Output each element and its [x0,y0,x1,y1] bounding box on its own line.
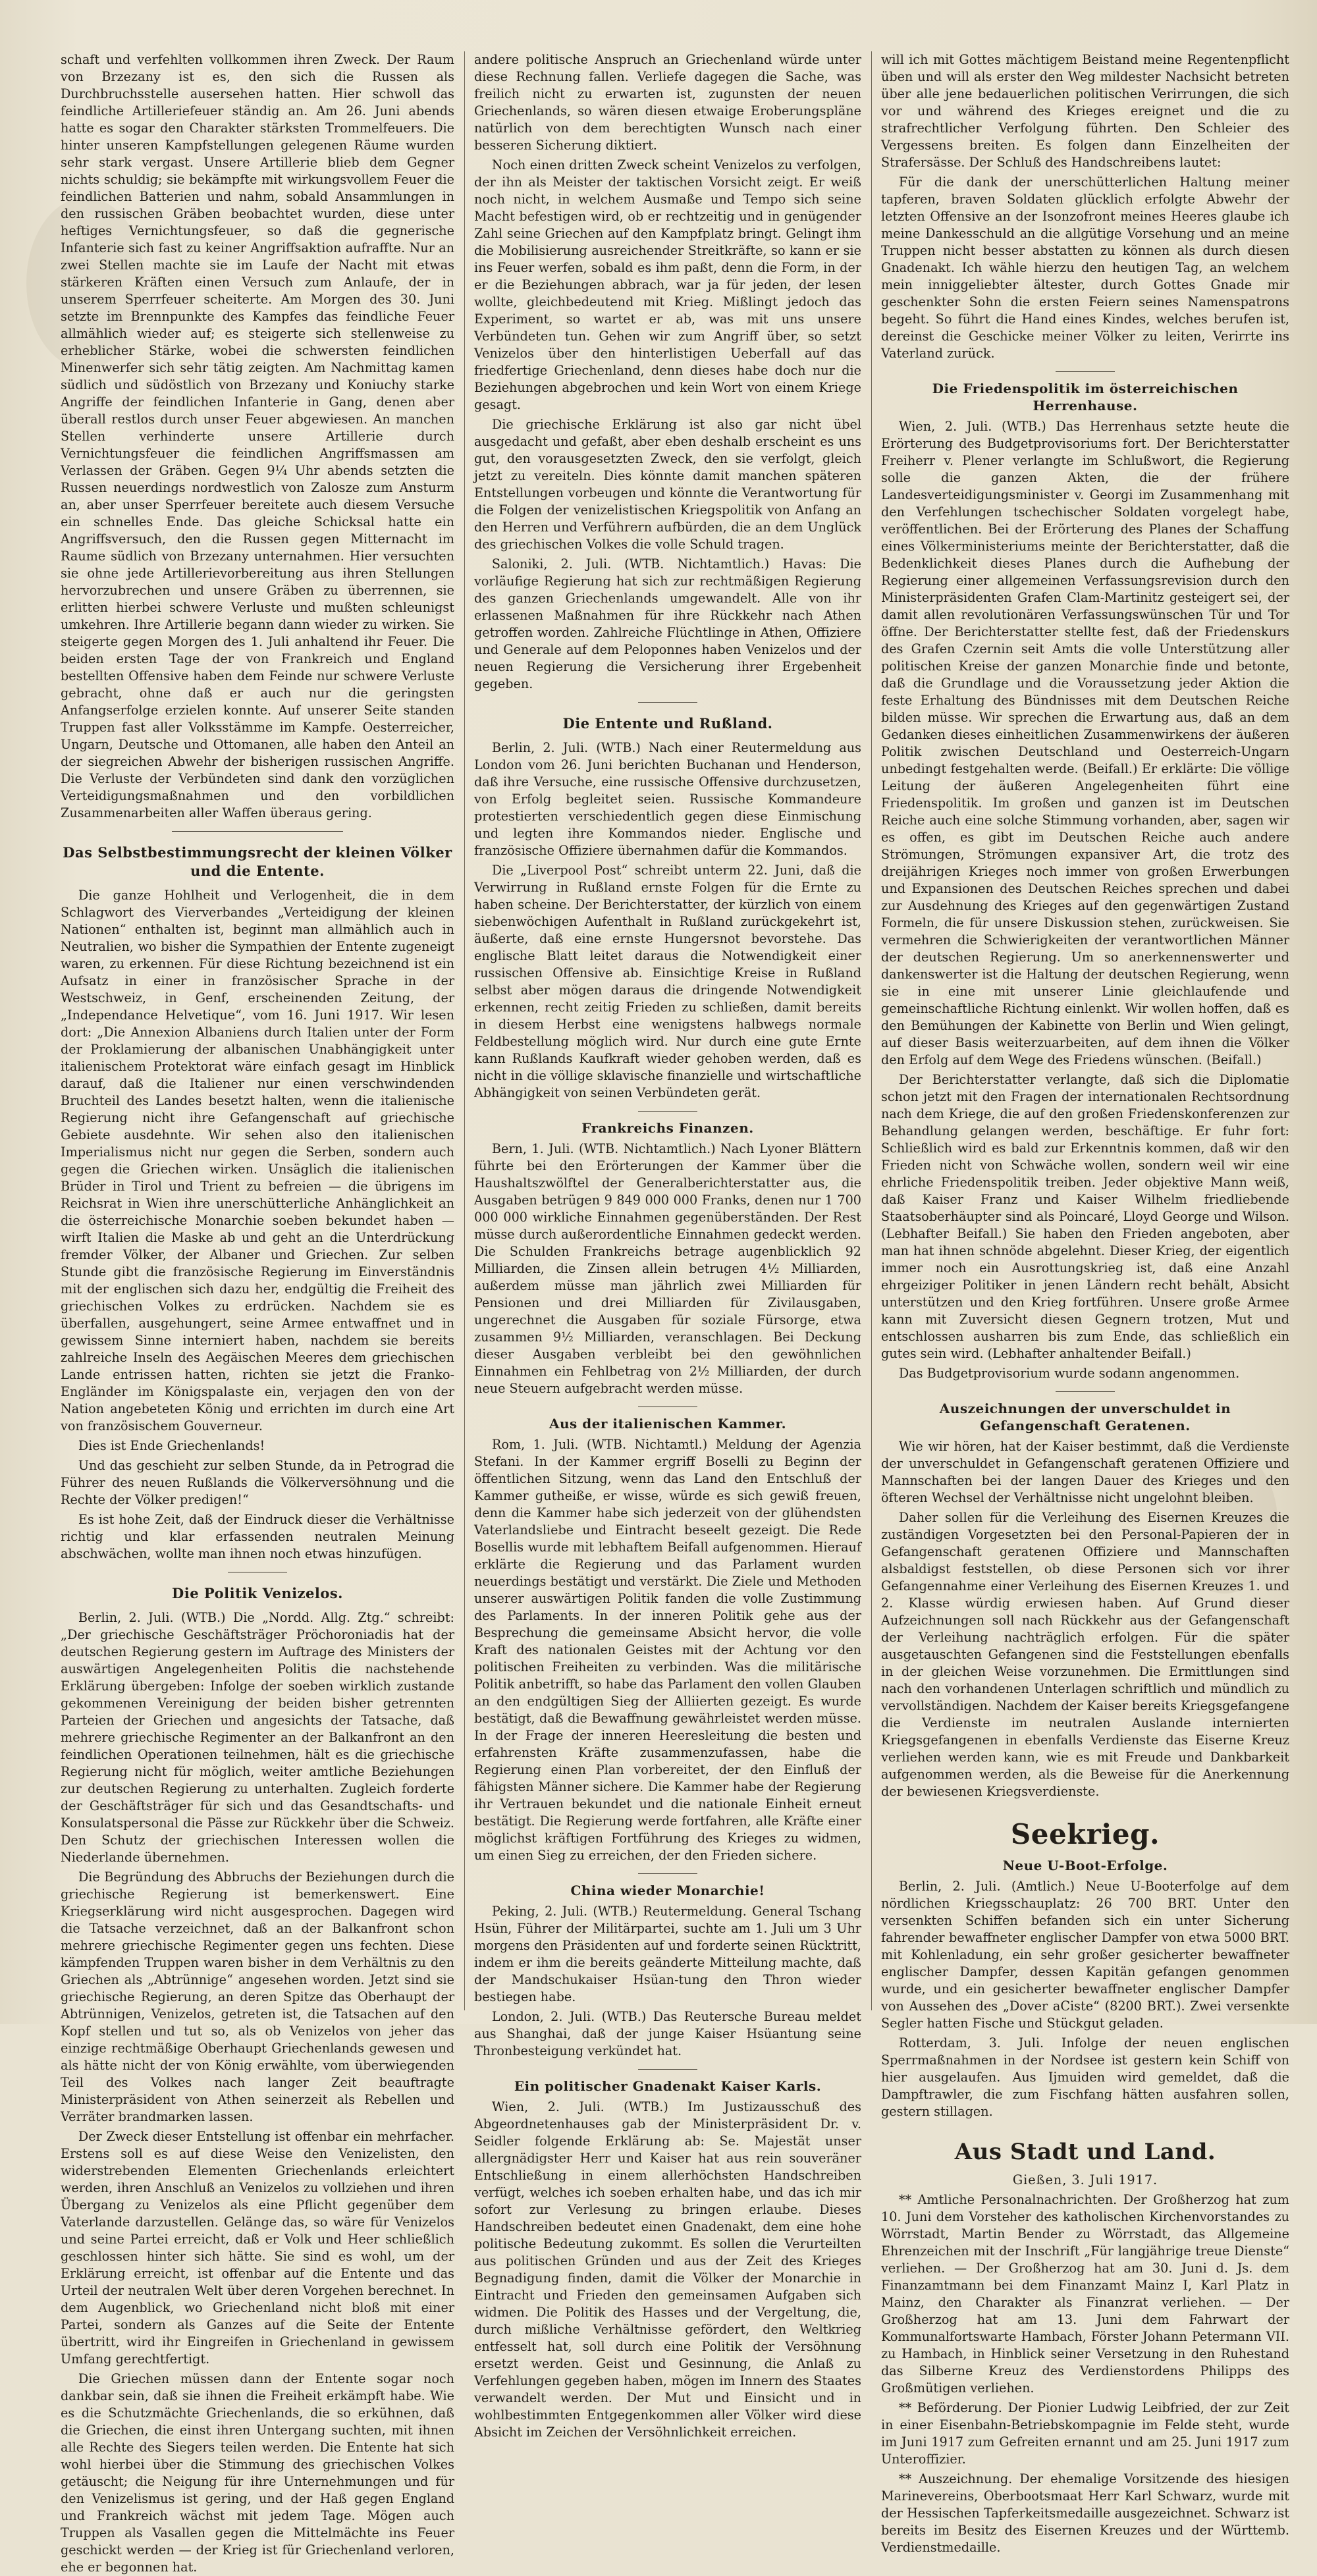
headline-friedenspolitik-herrenhaus: Die Friedenspolitik im österreichischen Herrenhause. [932,381,1239,414]
headline-china-monarchie: China wieder Monarchie! [570,1883,765,1898]
article-paragraph: schaft und verfehlten vollkommen ihren Zweck. Der Raum von Brzezany ist es, den sich die Russen als Durchbruchsstelle ausersehen hatten. Hier schwoll das feindliche Artilleriefeuer ständig an. Am 26. Juni abends hatte es sogar den Charakter stärksten Trommelfeuers. Die hinter unseren Kampfstellungen gelegenen Räume wurden sehr stark vergast. Unsere Artillerie blieb dem Gegner nichts schuldig; sie bekämpfte mit wirkungsvollem Feuer die feindlichen Batterien und nahm, sobald Ansammlungen in den russischen Gräben beobachtet wurden, diese unter heftiges Vernichtungsfeuer, so daß die gegnerische Infanterie sich fast zu keiner Angriffsaktion aufraffte. Nur an zwei Stellen machte sie im Laufe der Nacht mit etwas stärkeren Kräften einen Versuch zum Anlaufe, der in unserem Sperrfeuer scheiterte. Am Morgen des 30. Juni setzte im Brennpunkte des Kampfes das feindliche Feuer allmählich wieder auf; es steigerte sich stellenweise zu erheblicher Stärke, wobei die schwersten feindlichen Minenwerfer sich sehr tätig zeigten. Am Nachmittag kamen südlich und südöstlich von Brzezany und Koniuchy starke Angriffe der feindlichen Infanterie in Gang, denen aber überall restlos durch unser Feuer abgewiesen. An manchen Stellen verhinderte unsere Artillerie durch Vernichtungsfeuer die feindlichen Angriffsmassen am Verlassen der Gräben. Gegen 9¼ Uhr abends setzten die Russen neuerdings nordwestlich von Zalosze zum Ansturm an, aber unser Sperrfeuer bereitete auch diesem Versuche ein schnelles Ende. Das gleiche Schicksal hatte ein Angriffsversuch, den die Russen gegen Mitternacht im Raume südlich von Brzezany unternahmen. Hier versuchten sie ohne jede Artillerievorbereitung aus ihren Stellungen hervorzubrechen und unsere Gräben zu überrennen, sie erlitten hierbei schwere Verluste und mußten schleunigst umkehren. Ihre Artillerie begann dann wieder zu wirken. Sie steigerte gegen Morgen des 1. Juli anhaltend ihr Feuer. Die beiden ersten Tage der von Frankreich und England bestellten Offensive haben dem Feinde nur schwere Verluste gebracht, ohne daß er auch nur die geringsten Anfangserfolge erzielen konnte. Auf unserer Seite standen Truppen fast aller Volksstämme im Kampfe. Oesterreicher, Ungarn, Deutsche und Ottomanen, alle haben den Anteil an der siegreichen Abwehr der bisherigen russischen Angriffe. Die Verluste der Verbündeten sind dank den vorzüglichen Verteidigungsmaßnahmen und den vorbildlichen Zusammenarbeiten aller Waffen überaus gering. [61,52,454,820]
article-paragraph: Bern, 1. Juli. (WTB. Nichtamtlich.) Nach Lyoner Blättern führte bei den Erörterungen der Kammer über die Haushaltszwölftel der Generalberichterstatter aus, die Ausgaben betrügen 9 849 000 000 Franks, denen nur 1 700 000 000 wirkliche Einnahmen gegenüberständen. Der Rest müsse durch außerordentliche Einnahmen gedeckt werden. Die Schulden Frankreichs betrage augenblicklich 92 Milliarden, die Zinsen allein betrugen 4½ Milliarden, außerdem müsse man jährlich zwei Milliarden für Pensionen und drei Milliarden für Zivilausgaben, ungerechnet die Ausgaben für soziale Fürsorge, etwa zusammen 9½ Milliarden, veranschlagen. Bei Deckung dieser Ausgaben verbleibt bei den gewöhnlichen Einnahmen ein Fehlbetrag von 2½ Milliarden, der durch neue Steuern aufgebracht werden müsse. [474,1141,861,1396]
article-paragraph: Wien, 2. Juli. (WTB.) Im Justizausschuß des Abgeordnetenhauses gab der Ministerpräsident Dr. v. Seidler folgende Erklärung ab: Se. Majestät unser allergnädigster Herr und Kaiser hat aus rein souveräner Entschließung in einem allerhöchsten Handschreiben verfügt, welches ich soeben erhalten habe, und das ich mir sofort zur Verlesung zu bringen erlaube. Dieses Handschreiben bedeutet einen Gnadenakt, dem eine hohe politische Bedeutung zukommt. Es sollen die Verurteilten aus politischen Gründen und aus der Zeit des Krieges Begnadigung finden, damit die Völker der Monarchie in Eintracht und Frieden den gemeinsamen Aufgaben sich widmen. Die Politik des Hasses und der Vergeltung, die, durch mißliche Verhältnisse gefördert, den Weltkrieg entfesselt hat, soll durch eine Politik der Versöhnung ersetzt werden. Geist und Gesinnung, die Anlaß zu Verfehlungen gegeben haben, mögen im Innern des Staates verwandelt werden. Der Mut und Einsicht und in wohlbestimmten Entgegenkommen aller Völker wird diese Absicht im Zeichen der Versöhnlichkeit erreichen. [474,2099,861,2440]
separator-rule [638,1873,697,1874]
article-paragraph: Es ist hohe Zeit, daß der Eindruck dieser die Verhältnisse richtig und klar erfassenden neutralen Meinung abschwächen, wollte man ihnen noch etwas hinzufügen. [61,1512,454,1561]
headline-italienische-kammer: Aus der italienischen Kammer. [549,1416,787,1432]
separator-rule [172,831,343,832]
separator-rule [1056,1391,1115,1392]
separator-rule [1056,371,1115,372]
article-paragraph: Das Budgetprovisorium wurde sodann angenommen. [898,1366,1240,1381]
article-paragraph: Berlin, 2. Juli. (Amtlich.) Neue U-Booterfolge auf dem nördlichen Kriegsschauplatz: 26 700 BRT. Unter den versenkten Schiffen befanden sich ein unter Sicherung fahrender bewaffneter englischer Dampfer von etwa 5000 BRT. mit Kohlenladung, ein sehr großer gesicherter bewaffneter englischer Dampfer, dessen Kapitän gefangen genommen wurde, und ein gesicherter bewaffneter englischer Dampfer von Aussehen des „Dover aCiste“ (8200 BRT.). Zwei versenkte Segler hatten Fische und Stückgut geladen. [881,1879,1289,2031]
article-paragraph: Saloniki, 2. Juli. (WTB. Nichtamtlich.) Havas: Die vorläufige Regierung hat sich zur rechtmäßigen Regierung des ganzen Griechenlands umgewandelt. Alle von ihr erlassenen Maßnahmen für ihre Rückkehr nach Athen getroffen worden. Zahlreiche Flüchtlinge in Athen, Offiziere und Generale auf dem Peloponnes haben Venizelos und der neuen Regierung die Versicherung ihrer Ergebenheit gegeben. [474,556,861,691]
article-paragraph: Die Griechen müssen dann der Entente sogar noch dankbar sein, daß sie ihnen die Freiheit erkämpft habe. Wie es die Schutzmächte Griechenlands, die so erkühnen, daß die Griechen, die einst ihren Untergang suchten, mit ihnen alle Rechte des Siegers teilen werden. Die Entente hat sich wohl hierbei über die Stimmung des griechischen Volkes getäuscht; die Neigung für ihre Unternehmungen und für den Venizelismus ist gering, und der Haß gegen England und Frankreich wächst mit jedem Tage. Mögen auch Truppen als Vasallen gegen die Mittelmächte ins Feuer geschickt werden — der Krieg ist für Griechenland verloren, ehe er begonnen hat. [61,2371,454,2575]
article-paragraph: ** Beförderung. Der Pionier Ludwig Leibfried, der zur Zeit in einer Eisenbahn-Betriebskompagnie im Felde steht, wurde im Juni 1917 zum Gefreiten ernannt und am 25. Juni 1917 zum Unteroffizier. [881,2400,1289,2467]
column-rule [871,51,872,2010]
separator-rule [638,2069,697,2070]
article-paragraph: Berlin, 2. Juli. (WTB.) Die „Nordd. Allg. Ztg.“ schreibt: „Der griechische Geschäftsträger Pröchoroniadis hat der deutschen Regierung gestern im Auftrage des Ministers der auswärtigen Angelegenheiten Politis die nachstehende Erklärung übergeben: Infolge der soeben wirklich zustande gekommenen Vereinigung der beiden bisher getrennten Parteien der Griechen und angesichts der Tatsache, daß mehrere griechische Regimenter an der Balkanfront an den feindlichen Operationen teilnehmen, hält es die griechische Regierung nicht für möglich, weiter amtliche Beziehungen zur deutschen Regierung zu unterhalten. Zugleich forderte der Geschäftsträger für sich und das Gesandtschafts- und Konsulatspersonal die Pässe zur Rückkehr über die Schweiz. Den Schutz der griechischen Interessen wollen die Niederlande übernehmen. [61,1610,454,1865]
article-paragraph: Wien, 2. Juli. (WTB.) Das Herrenhaus setzte heute die Erörterung des Budgetprovisoriums fort. Der Berichterstatter Freiherr v. Plener verlangte im Schlußwort, die Regierung solle die ganzen Akten, die der frühere Landesverteidigungsminister v. Georgi im Zusammenhang mit den Verfehlungen tschechischer Soldaten vorgelegt habe, veröffentlichen. Bei der Erörterung des Planes der Schaffung eines Völkerministeriums meinte der Berichterstatter, daß die Bedenklichkeit dieses Planes durch die Aufhebung der Regierung einer allgemeinen Verfassungsrevision durch den Ministerpräsidenten Grafen Clam-Martinitz gesteigert sei, der damit allen revolutionären Verfassungswünschen Tür und Tor öffne. Der Berichterstatter stellte fest, daß der Friedenskurs des Grafen Czernin seit Amts die volle Unterstützung aller politischen Kreise der ganzen Monarchie finde und betonte, daß die Grundlage und die Voraussetzung jeder Aktion die feste Erhaltung des Bündnisses mit dem Deutschen Reiche bilden müsse. Wir sprechen die Erwartung aus, daß an dem Gedanken dieses einheitlichen Zusammenwirkens der äußeren Politik zwischen Deutschland und Oesterreich-Ungarn unbedingt festgehalten werde. (Beifall.) Er erklärte: Die völlige Leitung der äußeren Angelegenheiten führt eine Friedenspolitik. Im großen und ganzen ist im Deutschen Reiche auch eine solche Stimmung vorhanden, aber, sagen wir es offen, es gibt im Deutschen Reiche auch andere Strömungen, Strömungen expansiver Art, die trotz des dreijährigen Krieges noch immer von großen Erwerbungen und Expansionen des Deutschen Reiches sprechen und dabei zur Ausdehnung des Krieges auf den gegenwärtigen Zustand Formeln, die für unsere Diskussion stehen, zurückweisen. Sie vermehren die Schwierigkeiten der verantwortlichen Männer der deutschen Regierung. Um so anerkennenswerter und dankenswerter ist die Haltung der deutschen Regierung, wenn sie in eine mit unserer Linie gleichlaufende und gemeinschaftliche Richtung einlenkt. Wir wollen hoffen, daß es den Bemühungen der Kabinette von Berlin und Wien gelingt, auf dieser Basis weiterzuarbeiten, auf dem ihnen die Völker den Erfolg auf dem Wege des Friedens wünschen. (Beifall.) [881,419,1289,1067]
headline-aus-stadt-und-land: Aus Stadt und Land. [954,2139,1216,2165]
article-paragraph: London, 2. Juli. (WTB.) Das Reutersche Bureau meldet aus Shanghai, daß der junge Kaiser Hsüantung seine Thronbesteigung verkündet hat. [474,2009,861,2058]
subheadline-u-boot-erfolge: Neue U-Boot-Erfolge. [1002,1858,1168,1873]
headline-gnadenakt-kaiser-karl: Ein politischer Gnadenakt Kaiser Karls. [514,2078,822,2094]
headline-auszeichnungen-gefangene: Auszeichnungen der unverschuldet in Gefangenschaft Geratenen. [939,1401,1231,1434]
dateline: Gießen, 3. Juli 1917. [1012,2172,1158,2187]
article-paragraph: Der Zweck dieser Entstellung ist offenbar ein mehrfacher. Erstens soll es auf diese Weise den Venizelisten, den widerstrebenden Elementen Griechenlands erleichtert werden, ihren Anschluß an Venizelos zu vollziehen und ihren Übergang zu Venizelos als eine Pflicht gegenüber dem Vaterlande darzustellen. Gelänge das, so wäre für Venizelos und seine Partei erreicht, daß er Volk und Heer schließlich geschlossen hinter sich hätte. Sie sind es wohl, um der Erklärung erreicht, ist offenbar auf die Entente und das Urteil der neutralen Welt über deren Vorgehen berechnet. In dem Augenblick, wo Griechenland nicht bloß mit einer Partei, sondern als Ganzes auf die Seite der Entente übertritt, wird ihr Eingreifen in Griechenland in gewissem Umfang gerechtfertigt. [61,2129,454,2367]
article-paragraph: Die ganze Hohlheit und Verlogenheit, die in dem Schlagwort des Vierverbandes „Verteidigung der kleinen Nationen“ enthalten ist, beginnt man allmählich auch in Neutralien, wo bisher die Sympathien der Entente zugeneigt waren, zu erkennen. Für diese Richtung bezeichnend ist ein Aufsatz in einer in französischer Sprache in der Westschweiz, in Genf, erscheinenden Zeitung, der „Independance Helvetique“, vom 16. Juni 1917. Wir lesen dort: „Die Annexion Albaniens durch Italien unter der Form der Proklamierung der albanischen Unabhängigkeit unter italienischem Protektorat wäre einfach gesagt im Hinblick darauf, daß die Italiener nur einen verschwindenden Bruchteil des Landes besetzt halten, wenn die italienische Regierung nicht ihre Gefangenschaft auf griechische Gebiete ausdehnte. Wir sehen also den italienischen Imperialismus nicht nur gegen die Serben, sondern auch gegen die Griechen wirken. Unsäglich die italienischen Brüder in Tirol und Trient zu befreien — die übrigens im Reichsrat in Wien ihre unerschütterliche Anhänglichkeit an die österreichische Monarchie soeben bekundet haben — wirft Italien die Maske ab und geht an die Unterdrückung fremder Völker, der Albaner und Griechen. Zur selben Stunde gibt die französische Regierung im Einverständnis mit der englischen sich dazu her, endgültig die Freiheit des griechischen Volkes zu erdrücken. Nachdem sie es überfallen, ausgehungert, seine Armee entwaffnet und in gewissem Sinne interniert haben, nachdem sie bereits zahlreiche Inseln des Aegäischen Meeres dem griechischen Lande entrissen hatten, richten sie jetzt die Franko-Engländer im Königspalaste ein, verjagen den von der Nation angebeteten König und errichten im durch eine Art von französischem Gouverneur. [61,888,454,1434]
article-paragraph: Die Begründung des Abbruchs der Beziehungen durch die griechische Regierung ist bemerkenswert. Eine Kriegserklärung wird nicht ausgesprochen. Dagegen wird die Tatsache verzeichnet, daß an der Balkanfront schon mehrere griechische Regimenter gegen uns fechten. Diese kämpfenden Truppen waren bisher in dem Verhältnis zu den Griechen als „Abtrünnige“ angesehen worden. Jetzt sind sie griechische Regierung, an deren Spitze das Oberhaupt der Abtrünnigen, Venizelos, getreten ist, die Tatsachen auf den Kopf stellen und tut so, als ob Venizelos von jeher das einzige rechtmäßige Oberhaupt Griechenlands gewesen und als hätte nicht der von König erwählte, vom überwiegenden Teil des Volkes nach langer Zeit beauftragte Ministerpräsident von Athen seinerzeit als Rebellen und Verräter brandmarken lassen. [61,1869,454,2124]
headline-seekrieg: Seekrieg. [1010,1818,1160,1850]
article-paragraph: Für die dank der unerschütterlichen Haltung meiner tapferen, braven Soldaten glücklich erfolgte Abwehr der letzten Offensive an der Isonzofront meines Heeres glaube ich meine Dankesschuld an die allgütige Vorsehung und an meine Truppen nicht besser abstatten zu können als durch diesen Gnadenakt. Ich wähle hierzu den heutigen Tag, an welchem mein inniggeliebter ältester, durch Gottes Gnade mir geschenkter Sohn die ersten Feiern seines Namenspatrons begeht. So führt die Hand eines Kindes, welches berufen ist, dereinst die Geschicke meiner Völker zu leiten, Verirrte ins Vaterland zurück. [881,174,1289,361]
article-paragraph: Berlin, 2. Juli. (WTB.) Nach einer Reutermeldung aus London vom 26. Juni berichten Buchanan und Henderson, daß ihre Versuche, eine russische Offensive durchzusetzen, von Erfolg begleitet seien. Russische Kommandeure protestierten verschiedentlich gegen diese Einmischung und legten ihre Kommandos nieder. Englische und französische Offiziere übernahmen dafür die Kommandos. [474,740,861,858]
article-paragraph: Die „Liverpool Post“ schreibt unterm 22. Juni, daß die Verwirrung in Rußland ernste Folgen für die Ernte zu haben scheine. Der Berichterstatter, der kürzlich von einem siebenwöchigen Aufenthalt in Rußland zurückgekehrt ist, äußerte, daß eine ernste Hungersnot bevorstehe. Das englische Blatt leitet daraus die Notwendigkeit einer russischen Offensive ab. Einsichtige Kreise in Rußland selbst aber mögen daraus die dringende Notwendigkeit erkennen, recht zeitig Frieden zu schließen, damit bereits in diesem Herbst eine wenigstens halbwegs normale Feldbestellung möglich wird. Nur durch eine gute Ernte kann Rußlands Kaufkraft wieder gehoben werden, daß es nicht in die völlige sklavische finanzielle und wirtschaftliche Abhängigkeit von seinen Verbündeten gerät. [474,863,861,1100]
article-paragraph: Rotterdam, 3. Juli. Infolge der neuen englischen Sperrmaßnahmen in der Nordsee ist gestern kein Schiff von hier ausgelaufen. Aus Ijmuiden wird gemeldet, daß die Dampftrawler, die zum Fischfang hätten ausfahren sollen, gestern stillagen. [881,2035,1289,2119]
headline-frankreichs-finanzen: Frankreichs Finanzen. [581,1120,754,1136]
article-paragraph: Und das geschieht zur selben Stunde, da in Petrograd die Führer des neuen Rußlands die Völkerversöhnung und die Rechte der Völker predigen!“ [61,1458,454,1507]
article-paragraph: ** Amtliche Personalnachrichten. Der Großherzog hat zum 10. Juni dem Vorsteher des katholischen Kirchenvorstandes zu Wörrstadt, Martin Bender zu Wörrstadt, das Allgemeine Ehrenzeichen mit der Inschrift „Für langjährige treue Dienste“ verliehen. — Der Großherzog hat am 30. Juni d. Js. dem Finanzamtmann bei dem Finanzamt Mainz I, Karl Platz in Mainz, den Charakter als Finanzrat verliehen. — Der Großherzog hat am 13. Juni dem Fahrwart der Kommunalfortswarte Hambach, Förster Johann Petermann VII. zu Hambach, in Hinblick seiner Versetzung in den Ruhestand das Silberne Kreuz des Verdienstordens Philipps des Großmütigen verliehen. [881,2192,1289,2396]
headline-entente-russland: Die Entente und Rußland. [562,715,773,732]
column-right [881,51,1289,2555]
article-paragraph: Wie wir hören, hat der Kaiser bestimmt, daß die Verdienste der unverschuldet in Gefangenschaft geratenen Offiziere und Mannschaften bei der langen Dauer des Krieges und den öfteren Wechsel der Verhältnisse nicht ungelohnt bleiben. [881,1439,1289,1505]
article-paragraph: Der Berichterstatter verlangte, daß sich die Diplomatie schon jetzt mit den Fragen der internationalen Rechtsordnung nach dem Kriege, die auf den großen Friedenskonferenzen zur Behandlung gelangen werden, beschäftige. Er fuhr fort: Schließlich wird es bald zur Erkenntnis kommen, daß wir den Frieden nicht von Schwäche wollen, sondern weil wir eine ehrliche Friedenspolitik treiben. Jeder objektive Mann weiß, daß Kaiser Franz und Kaiser Wilhelm friedliebende Staatsoberhäupter sind als Poincaré, Lloyd George und Wilson. (Lebhafter Beifall.) Sie haben den Frieden angeboten, aber man hat ihnen schnöde abgelehnt. Dieser Krieg, der eigentlich immer noch ein Ausrottungskrieg ist, daß eine Anzahl ehrgeiziger Politiker in jenen Ländern recht behält, Absicht unterstützen und den Krieg fortführen. Unsere große Armee kann mit Zuversicht diesen Gegnern trotzen, Mut und entschlossen ausharren bis zum Ende, das schließlich ein gutes sein wird. (Lebhafter anhaltender Beifall.) [881,1072,1289,1361]
article-paragraph: Noch einen dritten Zweck scheint Venizelos zu verfolgen, der ihn als Meister der taktischen Vorsicht zeigt. Er weiß noch nicht, in welchem Ausmaße und Tempo sich seine Macht befestigen wird, ob er rechtzeitig und in genügender Zahl seine Griechen auf den Kampfplatz bringt. Gelingt ihm die Mobilisierung ausreichender Streitkräfte, so kann er sie ins Feuer werfen, sobald es ihm paßt, denn die Form, in der er die Beziehungen abbrach, war ja für jeden, der lesen wollte, gleichbedeutend mit Krieg. Mißlingt jedoch das Experiment, so wartet er ab, was mit uns unsere Verbündeten tun. Gehen wir zum Angriff über, so setzt Venizelos über den hinterlistigen Ueberfall auf das friedfertige Griechenland, denn dieses habe doch nur die Beziehungen abgebrochen und kein Wort von einem Kriege gesagt. [474,157,861,412]
article-paragraph: Daher sollen für die Verleihung des Eisernen Kreuzes die zuständigen Vorgesetzten bei den Personal-Papieren der in Gefangenschaft geratenen Offiziere und Mannschaften alsbaldigst feststellen, ob diese Personen sich vor ihrer Gefangennahme einer Verleihung des Eisernen Kreuzes 1. und 2. Klasse würdig erwiesen haben. Auf Grund dieser Aufzeichnungen soll nach Rückkehr aus der Gefangenschaft der Verleihung nachträglich erfolgen. Für die später ausgetauschten Gefangenen sind die Feststellungen ebenfalls in der gleichen Weise vorzunehmen. Die Ermittlungen sind nach den vorhandenen Unterlagen schriftlich und mündlich zu vervollständigen. Nachdem der Kaiser bereits Kriegsgefangene die Verdienste im neutralen Auslande internierten Kriegsgefangenen in ebenfalls Verdienste das Eiserne Kreuz verliehen werden kann, wie es mit Freude und Dankbarkeit aufgenommen werden, als die Beweise für die Anerkennung der bewiesenen Kriegsverdienste. [881,1510,1289,1799]
separator-rule [638,1111,697,1112]
article-paragraph: Peking, 2. Juli. (WTB.) Reutermeldung. General Tschang Hsün, Führer der Militärpartei, suchte am 1. Juli um 3 Uhr morgens den Präsidenten auf und forderte seinen Rücktritt, indem er ihm die bereits geänderte Mitteilung machte, daß der Mandschukaiser Hsüan-tung den Thron wieder bestiegen habe. [474,1904,861,2004]
article-paragraph: Rom, 1. Juli. (WTB. Nichtamtl.) Meldung der Agenzia Stefani. In der Kammer ergriff Boselli zu Beginn der öffentlichen Sitzung, wenn das Land den Entschluß der Kammer gutheiße, er wisse, würde es sich gewiß freuen, denn die Kammer habe sich jederzeit von der glühendsten Vaterlandsliebe und Eintracht beseelt gezeigt. Die Rede Bosellis wurde mit lebhaftem Beifall aufgenommen. Hierauf erklärte die Regierung und das Parlament wurden neuerdings bestätigt und verstärkt. Die Ziele und Methoden unserer auswärtigen Politik fanden die volle Zustimmung des Parlaments. In der inneren Politik gehe aus der Besprechung die gemeinsame Absicht hervor, die volle Kraft des nationalen Geistes mit der Achtung vor den politischen Freiheiten zu verbinden. Was die militärische Politik anbetrifft, so habe das Parlament den vollen Glauben an den endgültigen Sieg der Alliierten gezeigt. Es wurde bestätigt, daß die Bewaffnung gewährleistet werden müsse. In der Frage der inneren Heeresleitung die besten und erfahrensten Kräfte zusammenzufassen, habe die Regierung einen Plan vorbereitet, der den Einfluß der fähigsten Männer sichere. Die Kammer habe der Regierung ihr Vertrauen bekundet und die nationale Einheit erneut bestätigt. Die Regierung werde fortfahren, alle Kräfte einer möglichst kräftigen Fortführung des Krieges zu widmen, um einen Sieg zu erreichen, der den Frieden sichere. [474,1437,861,1863]
headline-selbstbestimmungsrecht: Das Selbstbestimmungsrecht der kleinen Völker und die Entente. [63,844,452,879]
headline-politik-venizelos: Die Politik Venizelos. [172,1585,343,1601]
column-middle [474,51,861,2440]
article-paragraph: Die griechische Erklärung ist also gar nicht übel ausgedacht und gefaßt, aber eben deshalb erscheint es uns gut, den vorausgesetzten Zweck, den sie verfolgt, gleich jetzt zu vereiteln. Dies könnte damit manchen späteren Entstellungen vorbeugen und könnte die Verantwortung für die Folgen der venizelistischen Kriegspolitik von Anfang an den Herren und Verführern aufbürden, die an dem Unglück des griechischen Volkes die volle Schuld tragen. [474,417,861,552]
column-left [61,51,454,2575]
article-paragraph: will ich mit Gottes mächtigem Beistand meine Regentenpflicht üben und will als erster den Weg mildester Nachsicht betreten über alle jene bedauerlichen politischen Verirrungen, die sich vor und während des Krieges ereignet und die zu strafrechtlicher Verfolgung führten. Den Schleier des Vergessens breiten. Es folgen dann Einzelheiten der Strafersässe. Der Schluß des Handschreibens lautet: [881,52,1289,170]
separator-rule [638,702,697,703]
article-paragraph: ** Auszeichnung. Der ehemalige Vorsitzende des hiesigen Marinevereins, Oberbootsmaat Herr Karl Schwarz, wurde mit der Hessischen Tapferkeitsmedaille ausgezeichnet. Schwarz ist bereits im Besitz des Eisernen Kreuzes und der Württemb. Verdienstmedaille. [881,2471,1289,2555]
article-paragraph: Dies ist Ende Griechenlands! [78,1438,265,1453]
column-rule [464,51,465,2010]
article-paragraph: andere politische Anspruch an Griechenland würde unter diese Rechnung fallen. Verliefe dagegen die Sache, was freilich nicht zu erwarten ist, zugunsten der neuen Griechenlands, so wären diesen etwaige Eroberungspläne natürlich von dem berechtigten Wunsch nach einer besseren Sicherung diktiert. [474,52,861,153]
